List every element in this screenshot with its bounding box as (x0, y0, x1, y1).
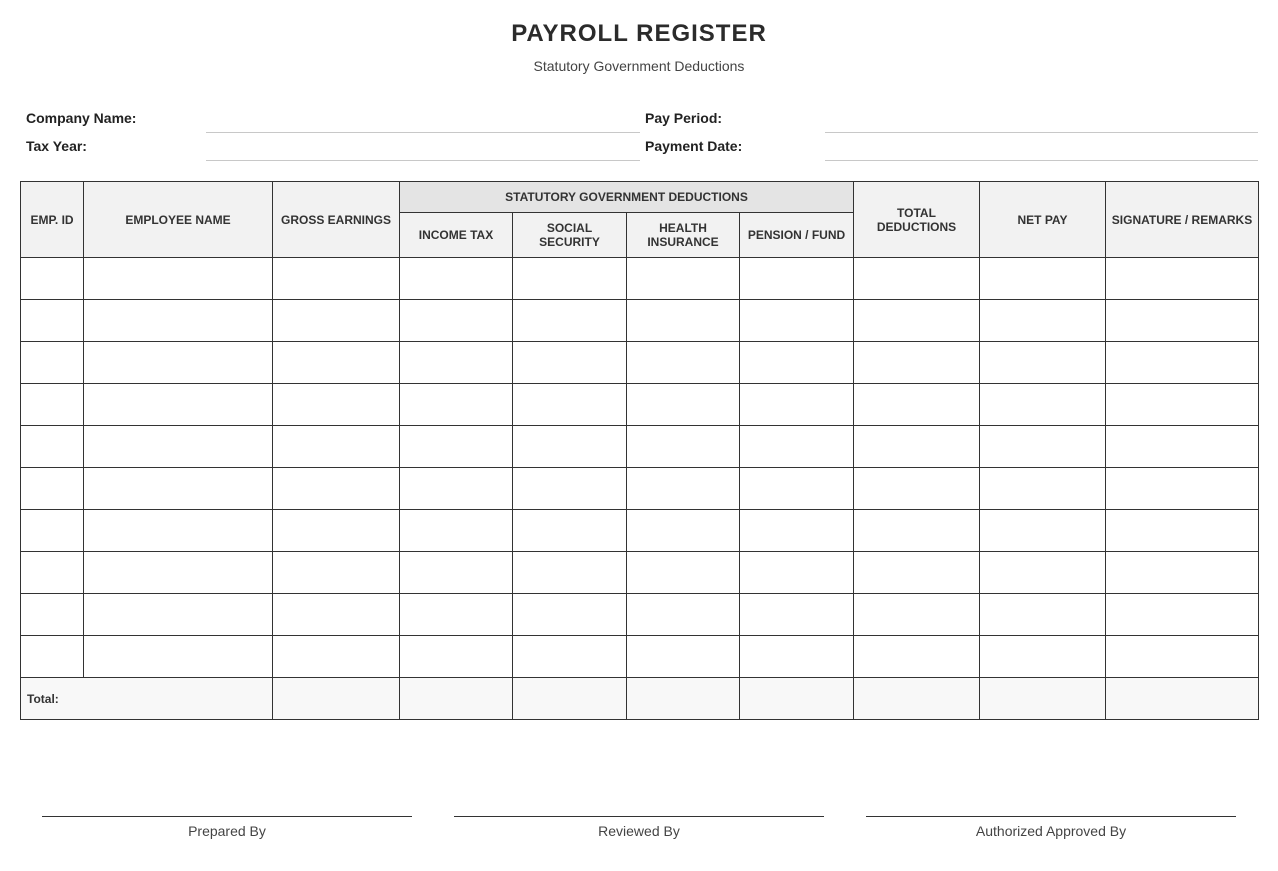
table-cell[interactable] (627, 342, 740, 384)
table-cell[interactable] (740, 594, 854, 636)
table-cell[interactable] (1106, 552, 1259, 594)
total-cell[interactable] (627, 678, 740, 720)
table-cell[interactable] (400, 552, 513, 594)
table-row (21, 426, 1259, 468)
prepared-by-label: Prepared By (188, 823, 266, 839)
table-cell[interactable] (273, 468, 400, 510)
table-cell[interactable] (273, 636, 400, 678)
table-cell[interactable] (740, 552, 854, 594)
total-row (21, 678, 1259, 720)
table-cell[interactable] (21, 342, 84, 384)
table-cell[interactable] (21, 552, 84, 594)
table-cell[interactable] (854, 636, 980, 678)
reviewed-by-label: Reviewed By (598, 823, 680, 839)
table-cell[interactable] (21, 594, 84, 636)
table-cell[interactable] (1106, 510, 1259, 552)
company-name-field[interactable] (206, 132, 640, 133)
table-row (21, 636, 1259, 678)
payment-date-field[interactable] (825, 160, 1258, 161)
total-cell[interactable] (980, 678, 1106, 720)
table-cell[interactable] (21, 384, 84, 426)
payment-date-label: Payment Date: (645, 138, 743, 154)
tax-year-field[interactable] (206, 160, 640, 161)
table-cell[interactable] (400, 468, 513, 510)
total-cell[interactable] (854, 678, 980, 720)
company-name-label: Company Name: (26, 110, 137, 126)
col-header-health-insurance: HEALTH INSURANCE (627, 213, 740, 258)
table-cell[interactable] (980, 258, 1106, 300)
table-cell[interactable] (854, 300, 980, 342)
table-row (21, 300, 1259, 342)
table-cell[interactable] (854, 384, 980, 426)
table-cell[interactable] (400, 384, 513, 426)
col-header-income-tax: INCOME TAX (400, 213, 513, 258)
table-cell[interactable] (84, 552, 273, 594)
pay-period-field[interactable] (825, 132, 1258, 133)
table-cell[interactable] (273, 342, 400, 384)
table-cell[interactable] (627, 426, 740, 468)
table-row (21, 258, 1259, 300)
col-header-gross-earnings: GROSS EARNINGS (273, 182, 400, 258)
total-cell[interactable] (400, 678, 513, 720)
table-row (21, 594, 1259, 636)
col-header-social-security: SOCIAL SECURITY (513, 213, 627, 258)
table-cell[interactable] (273, 300, 400, 342)
table-cell[interactable] (1106, 468, 1259, 510)
table-cell[interactable] (513, 384, 627, 426)
table-cell[interactable] (740, 510, 854, 552)
table-cell[interactable] (1106, 300, 1259, 342)
table-cell[interactable] (854, 258, 980, 300)
table-cell[interactable] (400, 426, 513, 468)
col-header-emp-id: EMP. ID (21, 182, 84, 258)
table-cell[interactable] (21, 300, 84, 342)
table-cell[interactable] (980, 552, 1106, 594)
table-cell[interactable] (740, 342, 854, 384)
table-cell[interactable] (627, 384, 740, 426)
col-header-net-pay: NET PAY (980, 182, 1106, 258)
table-cell[interactable] (854, 342, 980, 384)
table-cell[interactable] (854, 510, 980, 552)
col-header-total-deductions: TOTAL DEDUCTIONS (854, 182, 980, 258)
table-cell[interactable] (400, 510, 513, 552)
table-row (21, 552, 1259, 594)
table-cell[interactable] (400, 636, 513, 678)
table-cell[interactable] (740, 300, 854, 342)
table-cell[interactable] (1106, 384, 1259, 426)
table-cell[interactable] (740, 258, 854, 300)
reviewed-by-signature-line[interactable] (454, 816, 824, 817)
table-cell[interactable] (513, 594, 627, 636)
total-cell[interactable] (740, 678, 854, 720)
table-cell[interactable] (980, 426, 1106, 468)
table-cell[interactable] (84, 384, 273, 426)
table-cell[interactable] (273, 510, 400, 552)
table-cell[interactable] (980, 594, 1106, 636)
col-header-deductions-group: STATUTORY GOVERNMENT DEDUCTIONS (400, 182, 854, 213)
table-cell[interactable] (980, 510, 1106, 552)
table-cell[interactable] (980, 300, 1106, 342)
table-cell[interactable] (84, 258, 273, 300)
table-cell[interactable] (21, 636, 84, 678)
table-cell[interactable] (627, 510, 740, 552)
table-cell[interactable] (21, 426, 84, 468)
table-cell[interactable] (980, 384, 1106, 426)
table-cell[interactable] (21, 510, 84, 552)
table-cell[interactable] (627, 300, 740, 342)
table-cell[interactable] (273, 426, 400, 468)
table-cell[interactable] (513, 636, 627, 678)
table-cell[interactable] (400, 594, 513, 636)
approved-by-signature-line[interactable] (866, 816, 1236, 817)
col-header-employee-name: EMPLOYEE NAME (84, 182, 273, 258)
table-cell[interactable] (1106, 342, 1259, 384)
table-cell[interactable] (627, 552, 740, 594)
table-cell[interactable] (273, 552, 400, 594)
table-cell[interactable] (400, 342, 513, 384)
table-cell[interactable] (513, 426, 627, 468)
table-cell[interactable] (627, 258, 740, 300)
table-cell[interactable] (513, 468, 627, 510)
col-header-pension-fund: PENSION / FUND (740, 213, 854, 258)
table-cell[interactable] (21, 258, 84, 300)
table-cell[interactable] (513, 510, 627, 552)
table-cell[interactable] (627, 636, 740, 678)
table-row (21, 384, 1259, 426)
col-header-signature-remarks: SIGNATURE / REMARKS (1106, 182, 1259, 258)
table-cell[interactable] (854, 552, 980, 594)
table-cell[interactable] (980, 468, 1106, 510)
table-cell[interactable] (273, 594, 400, 636)
table-cell[interactable] (980, 342, 1106, 384)
table-cell[interactable] (84, 426, 273, 468)
table-cell[interactable] (21, 468, 84, 510)
pay-period-label: Pay Period: (645, 110, 723, 126)
table-cell[interactable] (1106, 594, 1259, 636)
table-cell[interactable] (854, 468, 980, 510)
total-cell[interactable] (273, 678, 400, 720)
table-row (21, 510, 1259, 552)
table-cell[interactable] (854, 594, 980, 636)
table-cell[interactable] (84, 300, 273, 342)
table-cell[interactable] (627, 468, 740, 510)
total-cell[interactable] (1106, 678, 1259, 720)
table-cell[interactable] (740, 384, 854, 426)
table-cell[interactable] (1106, 426, 1259, 468)
table-cell[interactable] (84, 594, 273, 636)
table-cell[interactable] (1106, 636, 1259, 678)
table-cell[interactable] (400, 300, 513, 342)
table-cell[interactable] (980, 636, 1106, 678)
table-cell[interactable] (84, 342, 273, 384)
prepared-by-signature-line[interactable] (42, 816, 412, 817)
table-cell[interactable] (84, 636, 273, 678)
table-cell[interactable] (273, 258, 400, 300)
page-title: PAYROLL REGISTER (511, 20, 767, 47)
table-cell[interactable] (1106, 258, 1259, 300)
table-cell[interactable] (740, 636, 854, 678)
table-cell[interactable] (84, 468, 273, 510)
table-cell[interactable] (627, 594, 740, 636)
table-cell[interactable] (854, 426, 980, 468)
total-label: Total: (21, 678, 273, 720)
table-cell[interactable] (740, 468, 854, 510)
table-row (21, 468, 1259, 510)
table-row (21, 342, 1259, 384)
table-cell[interactable] (84, 510, 273, 552)
approved-by-label: Authorized Approved By (975, 823, 1127, 839)
table-cell[interactable] (400, 258, 513, 300)
table-cell[interactable] (513, 342, 627, 384)
payroll-register-table (20, 181, 1259, 720)
table-cell[interactable] (513, 552, 627, 594)
table-cell[interactable] (513, 300, 627, 342)
table-cell[interactable] (273, 384, 400, 426)
page-subtitle: Statutory Government Deductions (533, 58, 745, 74)
table-cell[interactable] (513, 258, 627, 300)
total-cell[interactable] (513, 678, 627, 720)
tax-year-label: Tax Year: (26, 138, 87, 154)
table-cell[interactable] (740, 426, 854, 468)
